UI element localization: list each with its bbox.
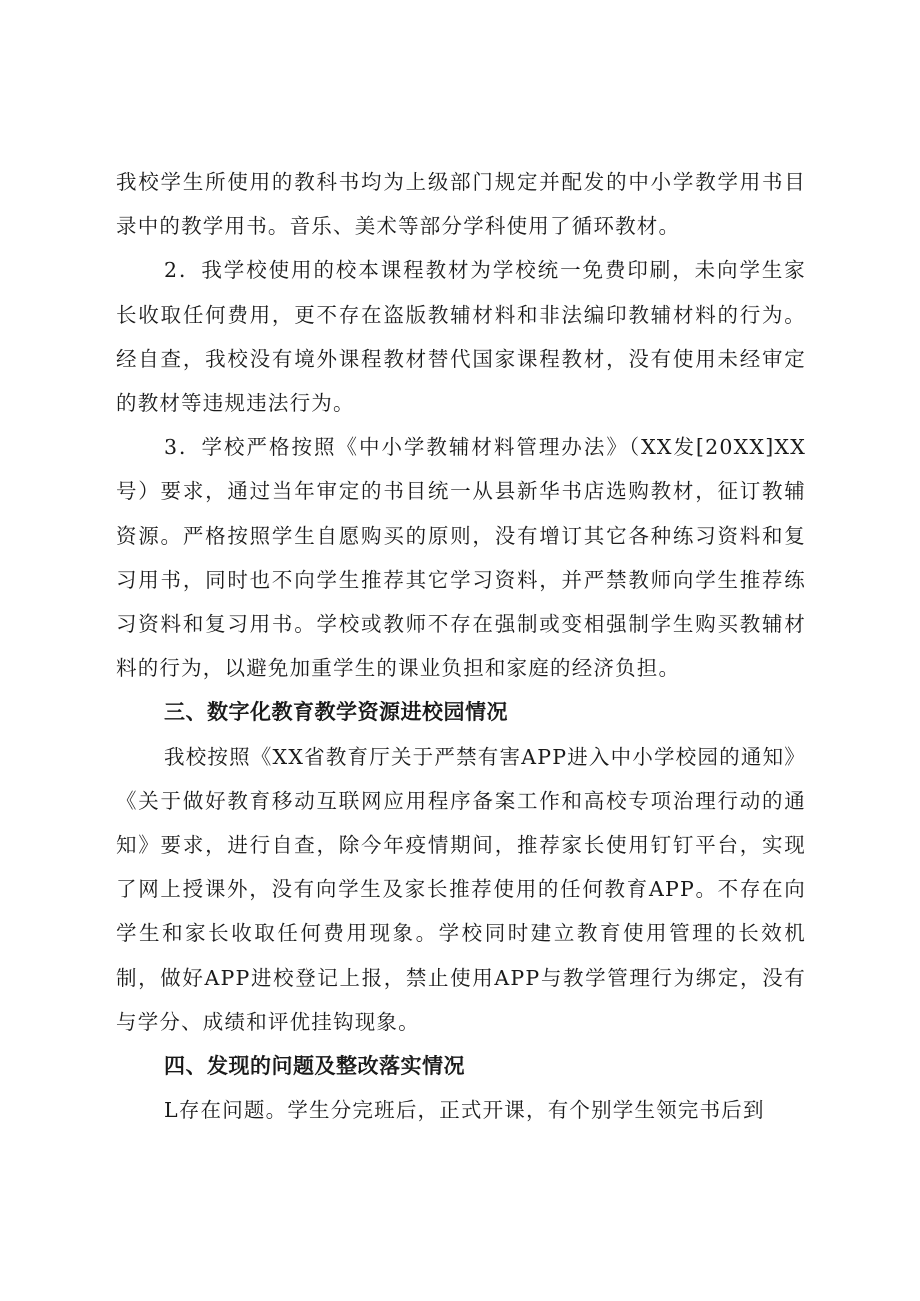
paragraph-existing-problems: L存在问题。学生分完班后，正式开课，有个别学生领完书后到 [164,1098,765,1123]
document-body [116,160,806,1132]
paragraph-textbook-usage: 我校学生所使用的教科书均为上级部门规定并配发的中小学教学用书目录中的教学用书。音乐、美术等部分学科使用了循环教材。 [116,170,806,239]
paragraph-item-2-school-materials: 2．我学校使用的校本课程教材为学校统一免费印刷，未向学生家长收取任何费用，更不存在盗版教辅材料和非法编印教辅材料的行为。经自查，我校没有境外课程教材替代国家课程教材，没有使用未经审定的教材等违规违法行为。 [116,258,806,416]
paragraph-digital-resources: 我校按照《XX省教育厅关于严禁有害APP进入中小学校园的通知》《关于做好教育移动互联网应用程序备案工作和高校专项治理行动的通知》要求，进行自查，除今年疫情期间，推荐家长使用钉钉平台，实现了网上授课外，没有向学生及家长推荐使用的任何教育APP。不存在向学生和家长收取任何费用现象。学校同时建立教育使用管理的长效机制，做好APP进校登记上报，禁止使用APP与教学管理行为绑定，没有与学分、成绩和评优挂钩现象。 [116,744,806,1034]
paragraph-item-3-supplementary-materials: 3．学校严格按照《中小学教辅材料管理办法》（XX发[20XX]XX号）要求，通过当年审定的书目统一从县新华书店选购教材，征订教辅资源。严格按照学生自愿购买的原则，没有增订其它各种练习资料和复习用书，同时也不向学生推荐其它学习资料，并严禁教师向学生推荐练习资料和复习用书。学校或教师不存在强制或变相强制学生购买教辅材料的行为，以避免加重学生的课业负担和家庭的经济负担。 [116,435,806,681]
section-heading-problems-rectification: 四、发现的问题及整改落实情况 [164,1054,465,1079]
section-heading-digital-resources: 三、数字化教育教学资源进校园情况 [164,700,508,725]
